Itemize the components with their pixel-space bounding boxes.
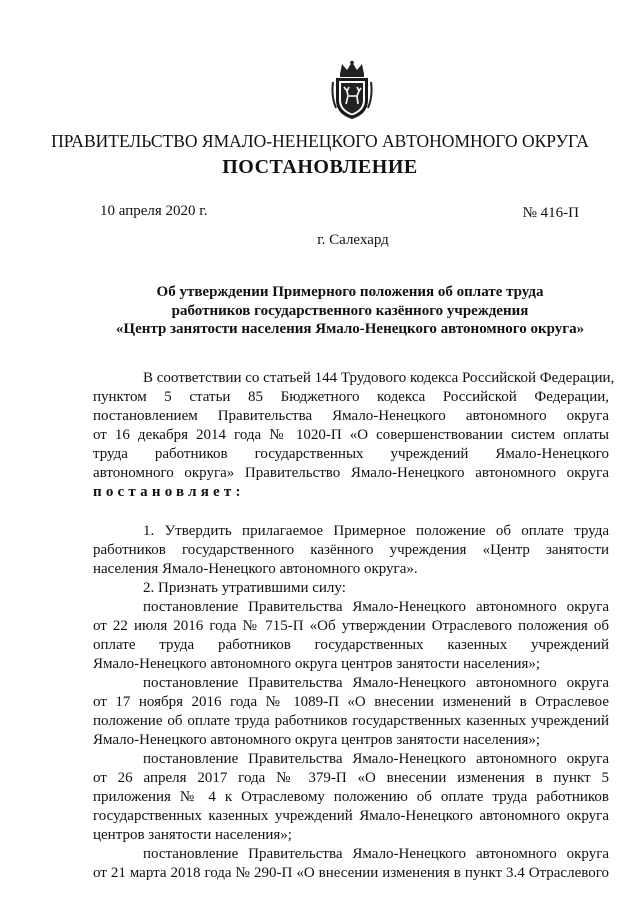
document-type: ПОСТАНОВЛЕНИЕ <box>222 156 418 178</box>
text-line: населения Ямало-Ненецкого автономного округа». <box>93 561 418 577</box>
preamble <box>93 369 615 502</box>
text-line: постановление Правительства Ямало-Ненецкого автономного округа <box>143 599 609 615</box>
text-line: 2. Признать утратившими силу: <box>143 580 346 596</box>
government-name: ПРАВИТЕЛЬСТВО ЯМАЛО-НЕНЕЦКОГО АВТОНОМНОГО ОКРУГА <box>51 131 589 151</box>
resolves-word: постановляет: <box>93 484 245 500</box>
text-line: работников государственного казённого учреждения «Центр занятости <box>93 542 609 558</box>
text-line: пунктом 5 статьи 85 Бюджетного кодекса Российской Федерации, <box>93 389 609 405</box>
document-title <box>100 283 600 339</box>
title-line: работников государственного казённого учреждения <box>171 302 529 319</box>
item-1 <box>93 522 609 579</box>
text-line: В соответствии со статьей 144 Трудового кодекса Российской Федерации, <box>143 370 615 386</box>
title-line: Об утверждении Примерного положения об оплате труда <box>156 284 544 300</box>
text-line: автономного округа» Правительство Ямало-Ненецкого автономного округа <box>93 465 609 481</box>
document-number: № 416-П <box>522 205 579 221</box>
text-line: 1. Утвердить прилагаемое Примерное положение об оплате труда <box>143 523 609 539</box>
text-line: от 16 декабря 2014 года № 1020-П «О совершенствовании систем оплаты <box>93 427 609 443</box>
text-line: Ямало-Ненецкого автономного округа центров занятости населения»; <box>93 656 541 672</box>
text-line: от 17 ноября 2016 года № 1089-П «О внесении изменений в Отраслевое <box>93 694 609 710</box>
text-line: оплате труда работников государственных казенных учреждений <box>93 637 609 653</box>
document-body <box>93 369 615 883</box>
repealed-3 <box>93 750 609 845</box>
item-2 <box>93 579 609 598</box>
repealed-4 <box>93 845 609 883</box>
text-line: приложения № 4 к Отраслевому положению об оплате труда работников <box>93 789 609 805</box>
document-city: г. Салехард <box>317 232 389 248</box>
text-line: труда работников государственных учреждений Ямало-Ненецкого <box>93 446 609 462</box>
text-line: постановление Правительства Ямало-Ненецкого автономного округа <box>143 675 609 691</box>
title-line: «Центр занятости населения Ямало-Ненецкого автономного округа» <box>115 321 585 337</box>
text-line: от 21 марта 2018 года № 290-П «О внесении изменения в пункт 3.4 Отраслевого <box>93 865 609 881</box>
coat-of-arms-icon <box>330 60 374 120</box>
text-line: положение об оплате труда работников государственных казенных учреждений <box>93 713 609 729</box>
repealed-1 <box>93 598 609 674</box>
text-line: от 22 июля 2016 года № 715-П «Об утверждении Отраслевого положения об <box>93 618 609 634</box>
text-line: государственных казенных учреждений Ямало-Ненецкого автономного округа <box>93 808 609 824</box>
text-line: от 26 апреля 2017 года № 379-П «О внесении изменения в пункт 5 <box>93 770 609 786</box>
text-line: постановление Правительства Ямало-Ненецкого автономного округа <box>143 751 609 767</box>
document-date: 10 апреля 2020 г. <box>100 203 208 219</box>
text-line: постановление Правительства Ямало-Ненецкого автономного округа <box>143 846 609 862</box>
text-line: Ямало-Ненецкого автономного округа центров занятости населения»; <box>93 732 541 748</box>
text-line: центров занятости населения»; <box>93 827 292 843</box>
repealed-2 <box>93 674 609 750</box>
text-line: постановлением Правительства Ямало-Ненецкого автономного округа <box>93 408 609 424</box>
